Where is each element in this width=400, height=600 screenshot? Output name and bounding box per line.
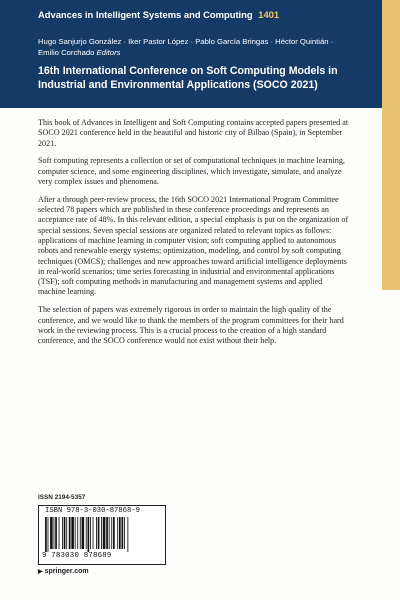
barcode-box	[38, 505, 166, 565]
barcode-bar	[77, 517, 78, 549]
publisher-url: springer.com	[44, 568, 89, 575]
editors-line-2: Emilio Corchado	[38, 48, 95, 57]
arrow-right-icon: ▶	[38, 569, 43, 575]
barcode-bar	[62, 517, 63, 549]
barcode-bar	[103, 517, 106, 549]
book-title	[38, 64, 338, 92]
book-title-line-2: Industrial and Environmental Applications (SOCO 2021)	[38, 79, 318, 91]
barcode-bar	[113, 517, 115, 549]
barcode-bar	[45, 517, 47, 552]
barcode-bar	[111, 517, 112, 549]
barcode-bar	[88, 517, 90, 552]
barcode-bar	[86, 517, 87, 549]
barcode-bar	[71, 517, 74, 549]
barcode-bar	[122, 517, 124, 549]
description-paragraph: Soft computing represents a collection or set of computational techniques in machine learning, computer science, and some engineering disciplines, which investigate, simulate, and analyze very complex issues and phenomena.	[38, 156, 345, 186]
series-volume: 1401	[258, 9, 280, 20]
barcode-graphic	[45, 517, 159, 552]
barcode-bar	[64, 517, 66, 549]
barcode-bar	[101, 517, 102, 549]
barcode-bar	[80, 517, 81, 549]
barcode-bar	[109, 517, 110, 549]
series-name: Advances in Intelligent Systems and Computing	[38, 9, 253, 20]
publisher-link[interactable]	[38, 568, 89, 575]
barcode-bar	[82, 517, 85, 549]
barcode-bar	[96, 517, 97, 549]
barcode-bar	[93, 517, 94, 549]
editors-line-1: Hugo Sanjurjo González · Iker Pastor López · Pablo García Bringas · Héctor Quintián ·	[38, 37, 334, 46]
accent-stripe	[382, 0, 400, 290]
barcode-bar	[55, 517, 57, 549]
editors-label: Editors	[96, 48, 121, 57]
barcode-bar	[127, 517, 128, 552]
barcode-bar	[54, 517, 55, 549]
description-paragraph: After a through peer-review process, the 16th SOCO 2021 International Program Committee selected 78 papers which are published in these conference proceedings and represents an acceptance rate of 48%. In this relevant edition, a special emphasis is put on the organization of special sessions. Seven special sessions are organized related to relevant topics as follows: applications of machine learning in computer vision; soft computing applied to autonomous robots and renewable energy systems; optimization, modeling, and control by soft computing techniques (OMCS); challenges and new approaches toward artificial intelligence deployments in real-world scenarios; time series forecasting in industrial and environmental applications (TSF); soft computing methods in manufacturing and management systems and applied machine learning.	[38, 194, 349, 297]
isbn-label: ISBN 978-3-030-87868-9	[45, 507, 140, 515]
barcode-bar	[66, 517, 67, 549]
barcode-bar	[59, 517, 60, 549]
barcode-digits: 9 783030 878689	[42, 552, 112, 560]
barcode-bar	[48, 517, 49, 552]
barcode-bar	[117, 517, 118, 549]
barcode-bar	[50, 517, 53, 549]
description-paragraph: This book of Advances in Intelligent and Soft Computing contains accepted papers presented at SOCO 2021 conference held in the beautiful and historic city of Bilbao (Spain), in September 2021.	[38, 118, 349, 148]
barcode-bar	[106, 517, 108, 549]
barcode-bar	[90, 517, 91, 549]
editors-block	[38, 36, 338, 58]
issn-label: ISSN 2194-5357	[38, 494, 86, 501]
barcode-bar	[124, 517, 125, 549]
description-text	[38, 118, 350, 354]
series-title	[38, 9, 279, 20]
barcode-bar	[119, 517, 121, 549]
barcode-bar	[75, 517, 76, 549]
description-paragraph: The selection of papers was extremely rigorous in order to maintain the high quality of the conference, and we would like to thank the members of the program committees for their hard work in the reviewing process. This is a crucial process to the creation of a high standard conference, and the SOCO conference would not exist without their help.	[38, 305, 344, 346]
barcode-bar	[98, 517, 100, 549]
book-title-line-1: 16th International Conference on Soft Computing Models in	[38, 65, 338, 77]
barcode-bar	[69, 517, 71, 549]
